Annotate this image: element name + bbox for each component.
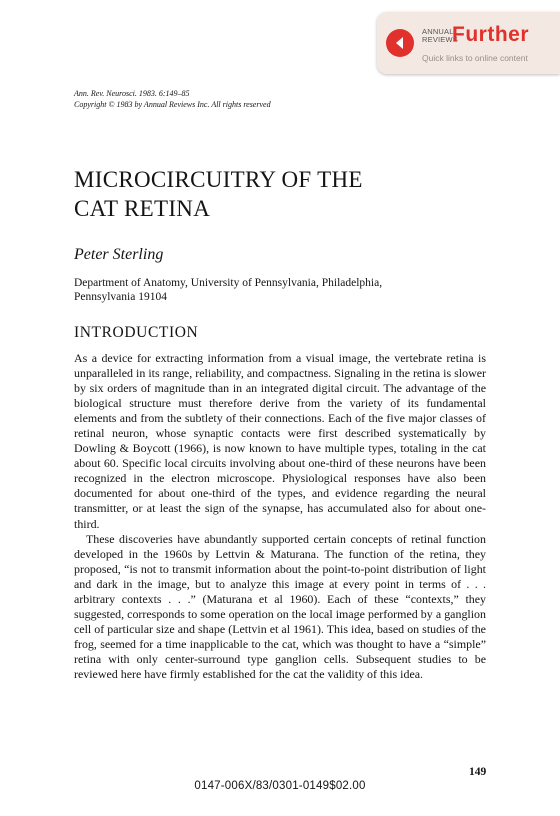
play-button[interactable] [386,29,414,57]
body-text [74,351,486,682]
paragraph: These discoveries have abundantly supported certain concepts of retinal function developed in the 1960s by Lettvin & Maturana. The function of the retina, they proposed, “is not to transmit information about the point-to-point distribution of light and dark in the image, but to analyze this image at every point in terms of . . . arbitrary contexts . . .” (Maturana et al 1960). Each of these “contexts,” they suggested, corresponds to some operation on the local image performed by a ganglion cell of particular size and shape (Lettvin et al 1961). This idea, based on studies of the frog, seemed for a time inapplicable to the cat, which was thought to have a “simple” retina with only center-surround type ganglion cells. Subsequent studies to be reviewed here have firmly established for the cat the validity of this idea. [74,531,486,681]
publisher-line-2: REVIEWS [422,35,458,44]
author-name: Peter Sterling [74,246,164,263]
citation-block [74,88,271,110]
page-number: 149 [469,766,487,778]
author-affiliation [74,276,494,304]
footer-code: 0147-006X/83/0301-0149$02.00 [194,780,366,792]
paragraph: As a device for extracting information from a visual image, the vertebrate retina is unparalleled in its range, reliability, and compactness. Signaling in the retina is slower by six orders of magnitude than in an integrated digital circuit. The advantage of the biological structure must therefore derive from the variety of its fundamental elements and from the subtlety of their connections. Each of the five major classes of retinal neuron, whose synaptic contacts were first described systematically by Dowling & Boycott (1966), is now known to have multiple types, totaling in the cat about 60. Specific local circuits involving about one-third of these neurons have been recognized in the electron microscope. Physiological responses have also been documented for about one-third of the types, and evidence regarding the neural transmitter, or at least the sign of the synapse, has accumulated also for about one-third. [74,351,486,531]
affiliation-line-2: Pennsylvania 19104 [74,291,167,303]
citation-line-2: Copyright © 1983 by Annual Reviews Inc. All rights reserved [74,100,271,109]
play-triangle-icon [393,36,407,50]
section-heading: INTRODUCTION [74,324,199,341]
title-line-1: MICROCIRCUITRY OF THE [74,167,363,192]
title-line-2: CAT RETINA [74,196,211,221]
affiliation-line-1: Department of Anatomy, University of Pennsylvania, Philadelphia, [74,277,383,289]
further-banner[interactable] [377,12,560,74]
further-logo-text: Further [452,23,529,46]
article-title [74,165,363,223]
further-tagline: Quick links to online content [422,53,528,63]
publisher-line-1: ANNUAL [422,27,454,36]
citation-line-1: Ann. Rev. Neurosci. 1983. 6:149–85 [74,89,190,98]
